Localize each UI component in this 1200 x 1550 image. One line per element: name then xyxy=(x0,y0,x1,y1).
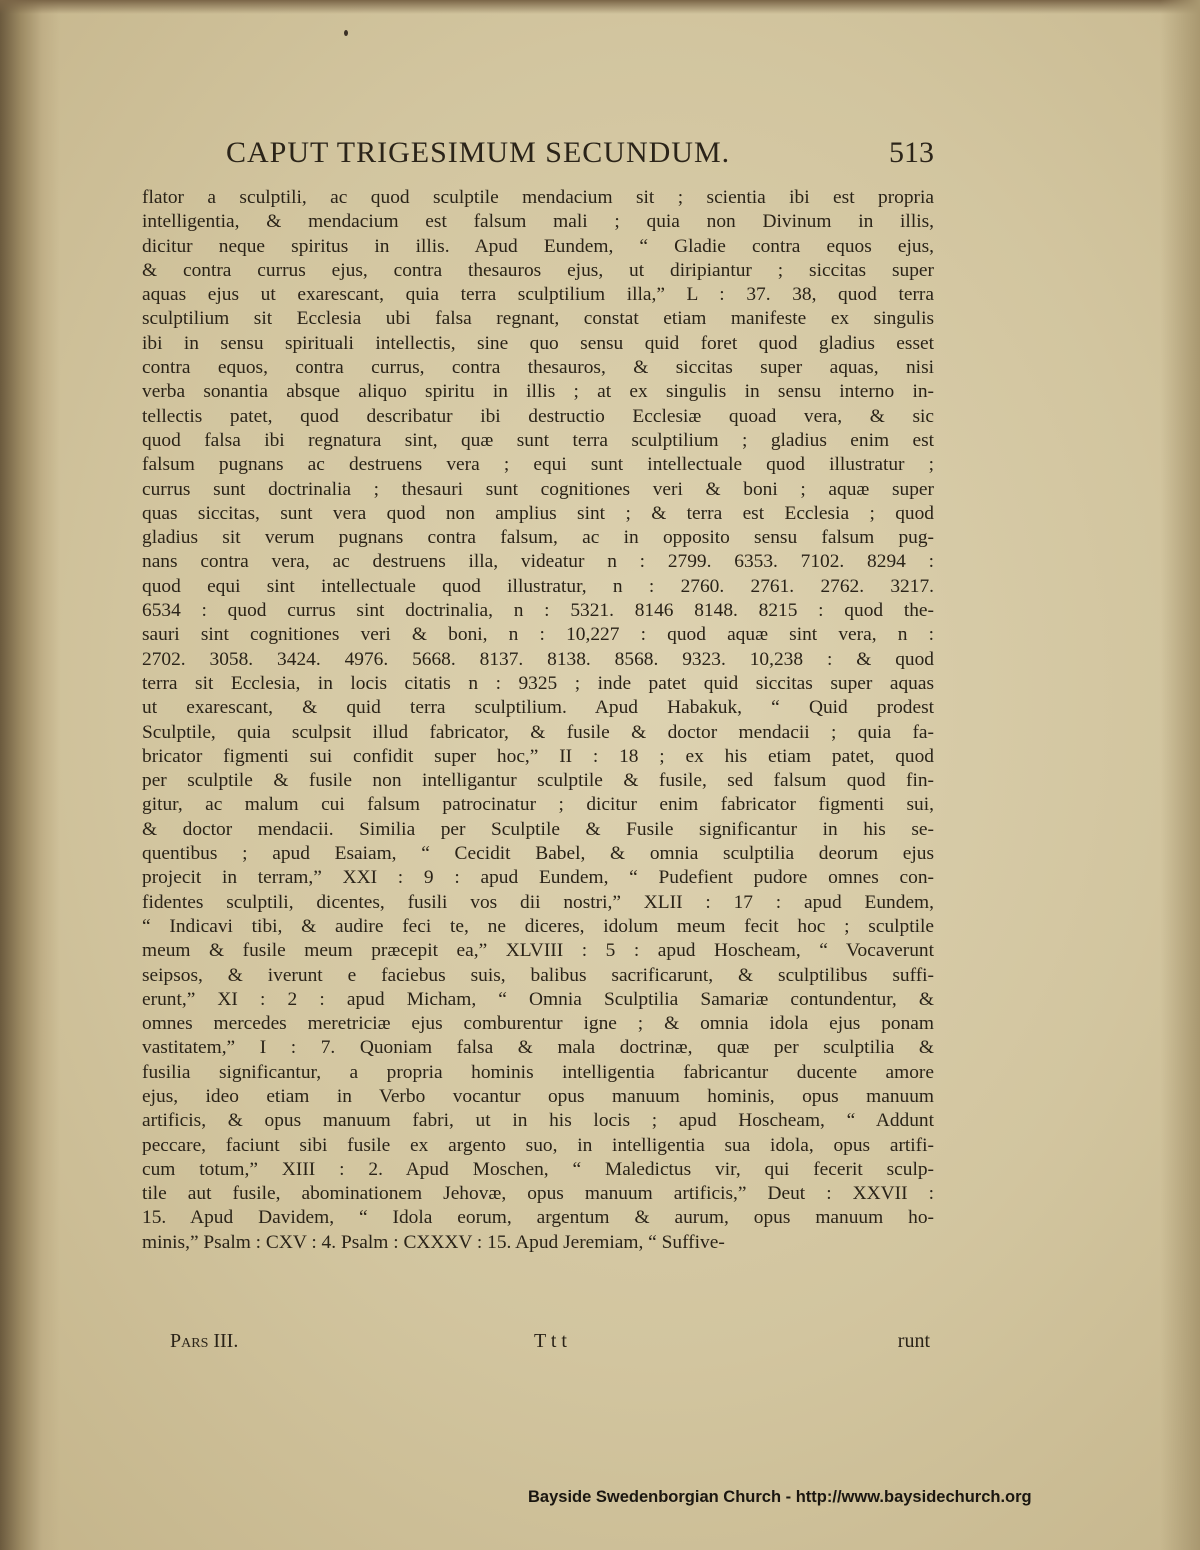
text-line: ibi in sensu spirituali intellectis, sine quo sensu quid foret quod gladius esset xyxy=(142,332,934,354)
page-right-shadow xyxy=(1160,0,1200,1550)
catchword: runt xyxy=(897,1330,930,1352)
text-line: artificis, & opus manuum fabri, ut in his locis ; apud Hoscheam, “ Addunt xyxy=(142,1110,934,1132)
text-line: quod falsa ibi regnatura sint, quæ sunt terra sculptilium ; gladius enim est xyxy=(142,429,934,451)
text-line: ejus, ideo etiam in Verbo vocantur opus manuum hominis, opus manuum xyxy=(142,1085,934,1107)
text-line: quas siccitas, sunt vera quod non amplius sint ; & terra est Ecclesia ; quod xyxy=(142,502,934,524)
text-line: falsum pugnans ac destruens vera ; equi sunt intellectuale quod illustratur ; xyxy=(142,454,934,476)
text-line: vastitatem,” I : 7. Quoniam falsa & mala doctrinæ, quæ per sculptilia & xyxy=(142,1037,934,1059)
running-title: CAPUT TRIGESIMUM SECUNDUM. xyxy=(226,136,731,169)
text-line: projecit in terram,” XXI : 9 : apud Eundem, “ Pudefient pudore omnes con- xyxy=(142,867,934,889)
text-line: sauri sint cognitiones veri & boni, n : 10,227 : quod aquæ sint vera, n : xyxy=(142,624,934,646)
text-line: fidentes sculptili, dicentes, fusili vos dii nostri,” XLII : 17 : apud Eundem, xyxy=(142,891,934,913)
text-line: fusilia significantur, a propria hominis intelligentia fabricantur ducente amore xyxy=(142,1061,934,1083)
page-number: 513 xyxy=(889,136,934,169)
ink-speck xyxy=(344,30,348,36)
text-line: per sculptile & fusile non intelligantur sculptile & fusile, sed falsum quod fin- xyxy=(142,770,934,792)
text-line: aquas ejus ut exarescant, quia terra sculptilium illa,” L : 37. 38, quod terra xyxy=(142,284,934,306)
text-line: omnes mercedes meretriciæ ejus comburentur igne ; & omnia idola ejus ponam xyxy=(142,1013,934,1035)
body-text xyxy=(142,186,934,1255)
text-line: contra equos, contra currus, contra thesauros, & siccitas super aquas, nisi xyxy=(142,357,934,379)
text-line: & contra currus ejus, contra thesauros ejus, ut diripiantur ; siccitas super xyxy=(142,259,934,281)
text-line: quod equi sint intellectuale quod illustratur, n : 2760. 2761. 2762. 3217. xyxy=(142,575,934,597)
text-line: tile aut fusile, abominationem Jehovæ, opus manuum artificis,” Deut : XXVII : xyxy=(142,1183,934,1205)
page-top-shadow xyxy=(0,0,1200,14)
text-line: verba sonantia absque aliquo spiritu in illis ; at ex singulis in sensu interno in- xyxy=(142,381,934,403)
text-line: dicitur neque spiritus in illis. Apud Eundem, “ Gladie contra equos ejus, xyxy=(142,235,934,257)
text-line: seipsos, & iverunt e faciebus suis, balibus sacrificarunt, & sculptilibus suffi- xyxy=(142,964,934,986)
text-line: sculptilium sit Ecclesia ubi falsa regnant, constat etiam manifeste ex singulis xyxy=(142,308,934,330)
text-line: 15. Apud Davidem, “ Idola eorum, argentum & aurum, opus manuum ho- xyxy=(142,1207,934,1229)
text-line: ut exarescant, & quid terra sculptilium. Apud Habakuk, “ Quid prodest xyxy=(142,697,934,719)
text-line: erunt,” XI : 2 : apud Micham, “ Omnia Sculptilia Samariæ contundentur, & xyxy=(142,988,934,1010)
text-line: tellectis patet, quod describatur ibi destructio Ecclesiæ quoad vera, & sic xyxy=(142,405,934,427)
text-line: peccare, faciunt sibi fusile ex argento suo, in intelligentia sua idola, opus artifi- xyxy=(142,1134,934,1156)
text-line: minis,” Psalm : CXV : 4. Psalm : CXXXV : 15. Apud Jeremiam, “ Suffive- xyxy=(142,1231,725,1253)
text-line: nans contra vera, ac destruens illa, videatur n : 2799. 6353. 7102. 8294 : xyxy=(142,551,934,573)
text-line: gladius sit verum pugnans contra falsum, ac in opposito sensu falsum pug- xyxy=(142,527,934,549)
book-binding-edge xyxy=(0,0,60,1550)
text-line: currus sunt doctrinalia ; thesauri sunt cognitiones veri & boni ; aquæ super xyxy=(142,478,934,500)
text-line: intelligentia, & mendacium est falsum mali ; quia non Divinum in illis, xyxy=(142,211,934,233)
text-line: “ Indicavi tibi, & audire feci te, ne diceres, idolum meum fecit hoc ; sculptile xyxy=(142,915,934,937)
watermark: Bayside Swedenborgian Church - http://www.baysidechurch.org xyxy=(528,1488,1032,1506)
text-line: quentibus ; apud Esaiam, “ Cecidit Babel, & omnia sculptilia deorum ejus xyxy=(142,843,934,865)
signature-mark: T t t xyxy=(534,1330,567,1352)
text-line: bricator figmenti sui confidit super hoc,” II : 18 ; ex his etiam patet, quod xyxy=(142,745,934,767)
text-line: 6534 : quod currus sint doctrinalia, n : 5321. 8146 8148. 8215 : quod the- xyxy=(142,600,934,622)
text-line: meum & fusile meum præcepit ea,” XLVIII : 5 : apud Hoscheam, “ Vocaverunt xyxy=(142,940,934,962)
text-line: flator a sculptili, ac quod sculptile mendacium sit ; scientia ibi est propria xyxy=(142,187,934,208)
text-line: Sculptile, quia sculpsit illud fabricator, & fusile & doctor mendacii ; quia fa- xyxy=(142,721,934,743)
text-line: gitur, ac malum cui falsum patrocinatur ; dicitur enim fabricator figmenti sui, xyxy=(142,794,934,816)
part-label: Pars III. xyxy=(170,1330,239,1352)
text-line: 2702. 3058. 3424. 4976. 5668. 8137. 8138. 8568. 9323. 10,238 : & quod xyxy=(142,648,934,670)
text-line: & doctor mendacii. Similia per Sculptile & Fusile significantur in his se- xyxy=(142,818,934,840)
running-head xyxy=(226,136,940,180)
page-footer xyxy=(170,1330,930,1356)
text-line: cum totum,” XIII : 2. Apud Moschen, “ Maledictus vir, qui fecerit sculp- xyxy=(142,1158,934,1180)
text-line: terra sit Ecclesia, in locis citatis n : 9325 ; inde patet quid siccitas super aquas xyxy=(142,672,934,694)
